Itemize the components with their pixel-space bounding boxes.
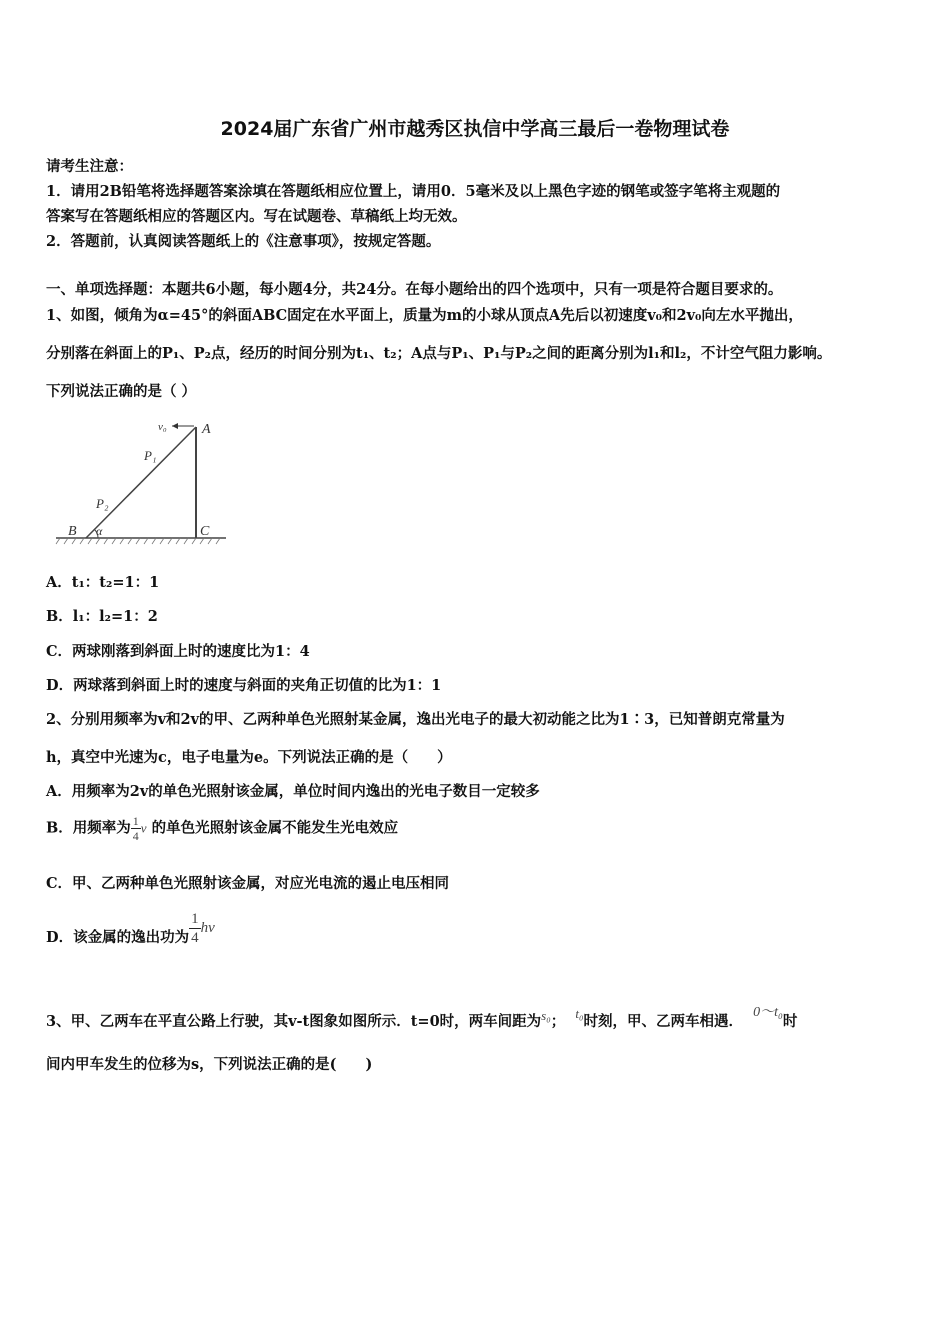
q3-seg-4: 时 bbox=[782, 1013, 798, 1030]
notice-line-1: 1．请用2B铅笔将选择题答案涂填在答题纸相应位置上，请用0．5毫米及以上黑色字迹的钢笔或签字笔将主观题的 bbox=[46, 183, 781, 200]
q2-line-2: h，真空中光速为c，电子电量为e。下列说法正确的是（ ） bbox=[46, 749, 452, 766]
frequency-symbol: ν bbox=[140, 820, 147, 836]
arrow-head-icon bbox=[172, 423, 178, 429]
work-function-symbol: hν bbox=[200, 920, 215, 936]
notice-line-2: 答案写在答题纸相应的答题区内。写在试题卷、草稿纸上均无效。 bbox=[46, 208, 467, 225]
q3-range: 0～t₀ bbox=[753, 1005, 783, 1020]
q2-line-1: 2、分别用频率为v和2v的甲、乙两种单色光照射某金属，逸出光电子的最大初动能之比为1∶3，已知普朗克常量为 bbox=[46, 711, 785, 728]
label-alpha: α bbox=[96, 524, 103, 538]
fraction-numerator: 1 bbox=[132, 814, 139, 828]
q3-t0: t₀ bbox=[575, 1006, 584, 1021]
page-title: 2024届广东省广州市越秀区执信中学高三最后一卷物理试卷 bbox=[220, 118, 730, 140]
q3-line-1 bbox=[46, 1001, 797, 1031]
q2-option-c: C．甲、乙两种单色光照射该金属，对应光电流的遏止电压相同 bbox=[46, 875, 450, 892]
label-P1: P₁ bbox=[144, 448, 157, 463]
label-P2: P₂ bbox=[96, 496, 109, 511]
q2-option-d-prefix: D．该金属的逸出功为 bbox=[46, 929, 190, 946]
fraction-one-quarter bbox=[131, 814, 141, 843]
label-v0: v₀ bbox=[158, 421, 167, 433]
notice-line-3: 2．答题前，认真阅读答题纸上的《注意事项》，按规定答题。 bbox=[46, 233, 441, 250]
q1-option-c: C．两球刚落到斜面上时的速度比为1：4 bbox=[46, 643, 310, 660]
q1-line-3: 下列说法正确的是（ ） bbox=[46, 383, 197, 400]
q2-option-b-prefix: B．用频率为 bbox=[46, 819, 131, 837]
q1-option-b: B．l₁：l₂=1：2 bbox=[46, 608, 158, 625]
q2-option-a: A．用频率为2v的单色光照射该金属，单位时间内逸出的光电子数目一定较多 bbox=[46, 783, 540, 800]
fraction-numerator: 1 bbox=[191, 911, 199, 927]
fraction-denominator: 4 bbox=[132, 829, 139, 843]
q1-line-1: 1、如图，倾角为α=45°的斜面ABC固定在水平面上，质量为m的小球从顶点A先后以初速度v₀和2v₀向左水平抛出， bbox=[46, 307, 803, 324]
label-B: B bbox=[68, 524, 77, 539]
q1-line-2: 分别落在斜面上的P₁、P₂点，经历的时间分别为t₁、t₂；A点与P₁、P₁与P₂之间的距离分别为l₁和l₂，不计空气阻力影响。 bbox=[46, 345, 832, 362]
notice-heading: 请考生注意： bbox=[46, 158, 133, 175]
q2-option-b bbox=[46, 814, 398, 843]
q3-s0: s₀ bbox=[541, 1008, 551, 1023]
label-A: A bbox=[202, 422, 211, 437]
q1-option-d: D．两球落到斜面上时的速度与斜面的夹角正切值的比为1：1 bbox=[46, 677, 442, 694]
q2-option-d bbox=[46, 906, 215, 947]
incline-hypotenuse bbox=[86, 427, 196, 538]
q3-seg-1: 3、甲、乙两车在平直公路上行驶，其v-t图象如图所示．t=0时，两车间距为 bbox=[46, 1013, 542, 1030]
q2-option-b-suffix: 的单色光照射该金属不能发生光电效应 bbox=[151, 819, 399, 837]
label-C: C bbox=[200, 524, 210, 539]
incline-figure bbox=[54, 414, 234, 549]
q1-option-a: A．t₁：t₂=1：1 bbox=[46, 574, 160, 591]
fraction-denominator: 4 bbox=[191, 930, 199, 946]
q3-seg-2: ； bbox=[550, 1013, 566, 1030]
fraction-one-quarter-d bbox=[189, 910, 201, 947]
q3-line-2: 间内甲车发生的位移为s，下列说法正确的是( ) bbox=[46, 1056, 373, 1073]
q3-seg-3: 时刻，甲、乙两车相遇． bbox=[583, 1013, 744, 1030]
section-heading: 一、单项选择题：本题共6小题，每小题4分，共24分。在每小题给出的四个选项中，只有一项是符合题目要求的。 bbox=[46, 281, 783, 298]
